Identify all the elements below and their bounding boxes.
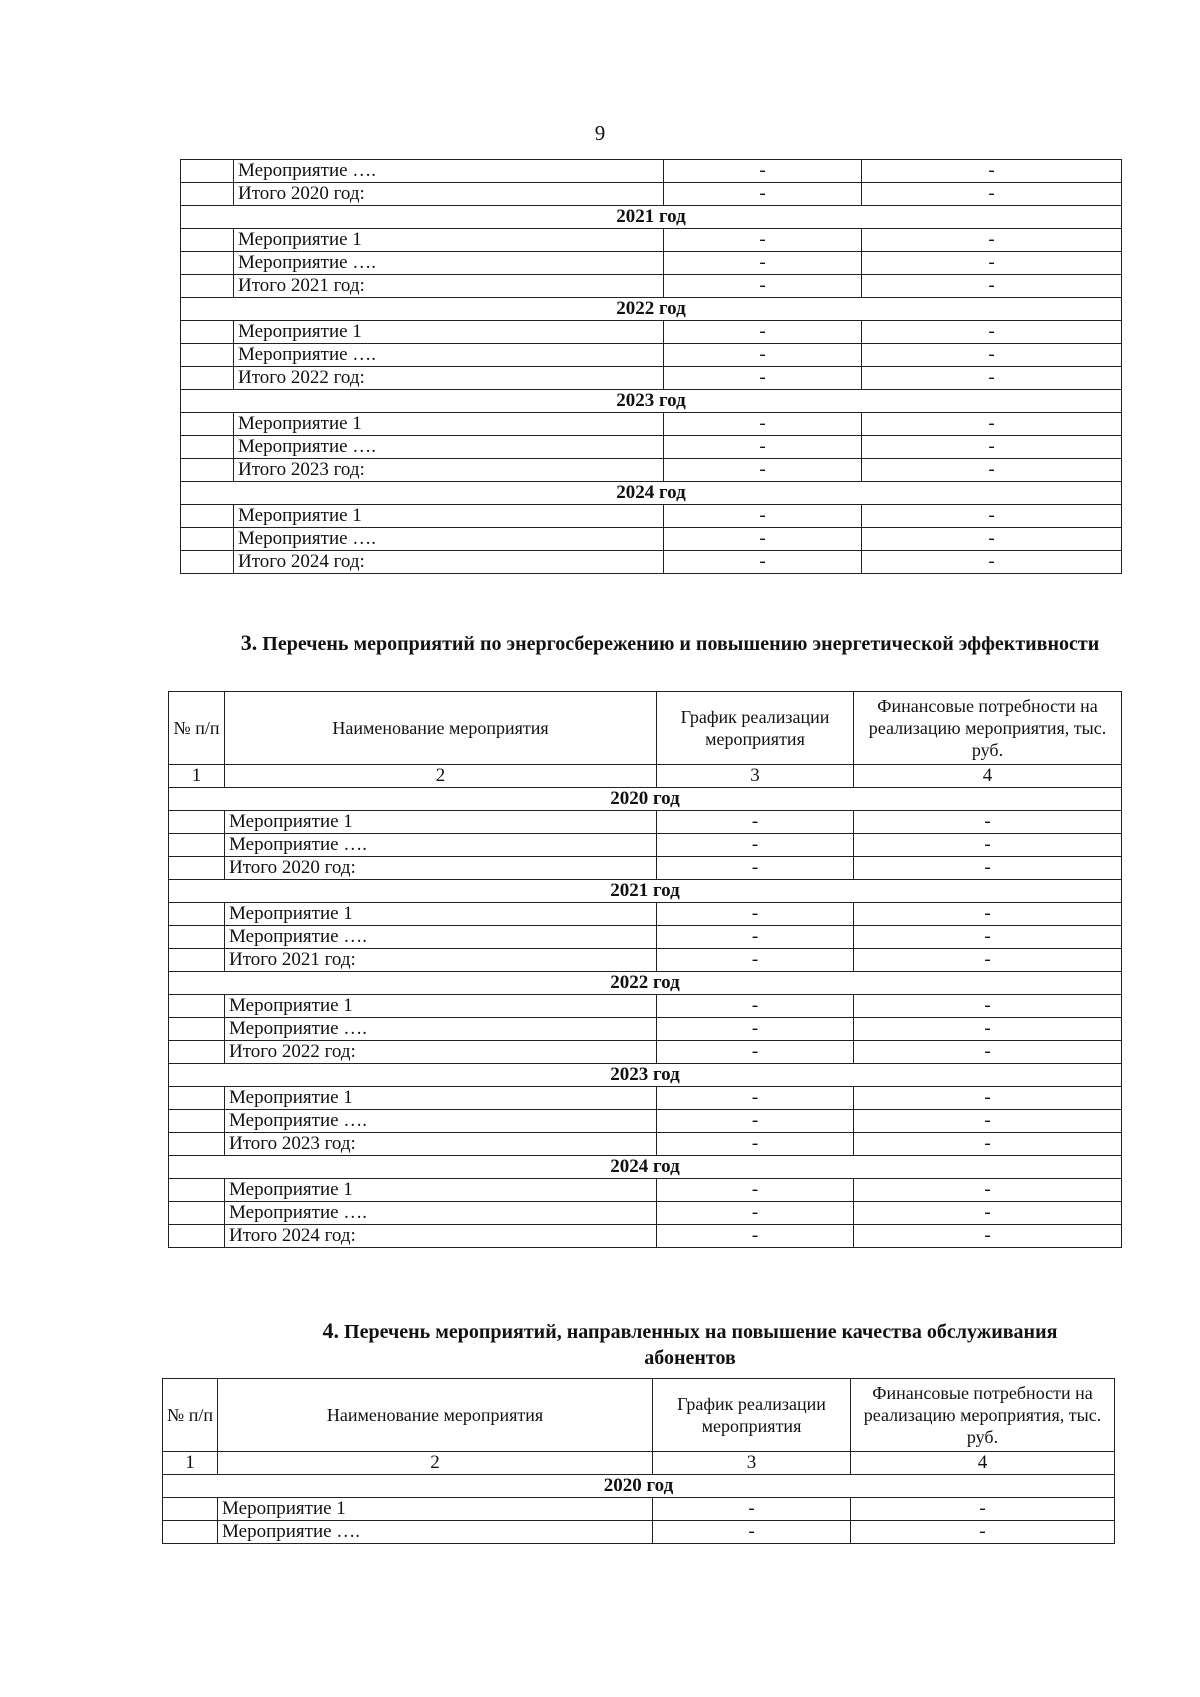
activity-name: Мероприятие …. — [234, 528, 664, 551]
finance-cell: - — [854, 1225, 1122, 1248]
finance-cell: - — [862, 160, 1122, 183]
total-label: Итого 2024 год: — [225, 1225, 657, 1248]
column-number: 1 — [163, 1452, 218, 1475]
schedule-cell: - — [657, 857, 854, 880]
finance-cell: - — [854, 926, 1122, 949]
finance-cell: - — [862, 459, 1122, 482]
schedule-cell: - — [657, 1179, 854, 1202]
column-number: 1 — [169, 765, 225, 788]
year-row — [169, 972, 1122, 995]
row-number-cell — [181, 367, 234, 390]
row-number-cell — [181, 321, 234, 344]
schedule-cell: - — [664, 505, 862, 528]
year-heading: 2022 год — [181, 298, 1122, 321]
activity-name: Мероприятие …. — [225, 1110, 657, 1133]
col-finance-header: Финансовые потребности на реализацию мероприятия, тыс. руб. — [851, 1379, 1115, 1452]
section-3-number: 3. — [240, 630, 258, 655]
finance-cell: - — [854, 903, 1122, 926]
section-4-title-text: Перечень мероприятий, направленных на повышение качества обслуживания абонентов — [344, 1321, 1058, 1369]
activity-name: Мероприятие …. — [225, 926, 657, 949]
total-row — [169, 949, 1122, 972]
schedule-cell: - — [657, 1041, 854, 1064]
finance-cell: - — [862, 505, 1122, 528]
col-schedule-header: График реализации мероприятия — [657, 692, 854, 765]
schedule-cell: - — [664, 183, 862, 206]
row-number-cell — [181, 436, 234, 459]
row-number-cell — [181, 528, 234, 551]
year-row — [169, 880, 1122, 903]
total-label: Итого 2021 год: — [234, 275, 664, 298]
col-schedule-header: График реализации мероприятия — [653, 1379, 851, 1452]
column-numbers-row — [163, 1452, 1115, 1475]
row-number-cell — [181, 160, 234, 183]
row-number-cell — [181, 505, 234, 528]
row-number-cell — [169, 903, 225, 926]
total-label: Итого 2023 год: — [225, 1133, 657, 1156]
row-number-cell — [169, 1179, 225, 1202]
table-row — [169, 926, 1122, 949]
row-number-cell — [169, 926, 225, 949]
finance-cell: - — [854, 949, 1122, 972]
page-number: 9 — [594, 121, 606, 145]
activity-name: Мероприятие 1 — [234, 505, 664, 528]
table-row — [169, 834, 1122, 857]
finance-cell: - — [854, 834, 1122, 857]
schedule-cell: - — [653, 1498, 851, 1521]
year-heading: 2024 год — [169, 1156, 1122, 1179]
year-row — [169, 1064, 1122, 1087]
row-number-cell — [169, 1202, 225, 1225]
year-heading: 2021 год — [181, 206, 1122, 229]
finance-cell: - — [854, 1087, 1122, 1110]
column-number: 2 — [225, 765, 657, 788]
table-row — [169, 903, 1122, 926]
col-number-header: № п/п — [163, 1379, 218, 1452]
row-number-cell — [169, 1225, 225, 1248]
row-number-cell — [181, 275, 234, 298]
section-3-title-text: Перечень мероприятий по энергосбережению и повышению энергетической эффективности — [262, 633, 1100, 655]
row-number-cell — [169, 811, 225, 834]
row-number-cell — [169, 995, 225, 1018]
section-2-table-continued — [180, 159, 1122, 574]
col-name-header: Наименование мероприятия — [218, 1379, 653, 1452]
total-label: Итого 2023 год: — [234, 459, 664, 482]
row-number-cell — [169, 1018, 225, 1041]
section-3-title — [240, 630, 1100, 657]
schedule-cell: - — [657, 1202, 854, 1225]
section-4-title — [300, 1318, 1080, 1371]
finance-cell: - — [862, 275, 1122, 298]
total-label: Итого 2020 год: — [234, 183, 664, 206]
column-number: 4 — [851, 1452, 1115, 1475]
section-4-table — [162, 1378, 1115, 1544]
table-row — [169, 811, 1122, 834]
column-number: 2 — [218, 1452, 653, 1475]
row-number-cell — [163, 1498, 218, 1521]
year-heading: 2024 год — [181, 482, 1122, 505]
schedule-cell: - — [664, 229, 862, 252]
row-number-cell — [169, 949, 225, 972]
schedule-cell: - — [657, 995, 854, 1018]
row-number-cell — [181, 413, 234, 436]
year-heading: 2023 год — [181, 390, 1122, 413]
table-header-row — [163, 1379, 1115, 1452]
schedule-cell: - — [664, 367, 862, 390]
schedule-cell: - — [653, 1521, 851, 1544]
total-row — [169, 1041, 1122, 1064]
total-row — [181, 183, 1122, 206]
row-number-cell — [181, 229, 234, 252]
year-row — [169, 788, 1122, 811]
column-number: 4 — [854, 765, 1122, 788]
total-row — [181, 275, 1122, 298]
total-row — [169, 857, 1122, 880]
row-number-cell — [169, 1041, 225, 1064]
finance-cell: - — [862, 229, 1122, 252]
finance-cell: - — [851, 1498, 1115, 1521]
schedule-cell: - — [664, 321, 862, 344]
activity-name: Мероприятие 1 — [234, 321, 664, 344]
schedule-cell: - — [664, 275, 862, 298]
section-3-table — [168, 691, 1122, 1248]
activity-name: Мероприятие …. — [234, 160, 664, 183]
table-row — [169, 1018, 1122, 1041]
schedule-cell: - — [657, 1110, 854, 1133]
table-row — [181, 344, 1122, 367]
activity-name: Мероприятие …. — [234, 252, 664, 275]
activity-name: Мероприятие 1 — [225, 811, 657, 834]
total-row — [181, 459, 1122, 482]
year-heading: 2023 год — [169, 1064, 1122, 1087]
finance-cell: - — [862, 344, 1122, 367]
finance-cell: - — [854, 1110, 1122, 1133]
table-header-row — [169, 692, 1122, 765]
table-row — [169, 995, 1122, 1018]
activity-name: Мероприятие 1 — [225, 903, 657, 926]
schedule-cell: - — [657, 903, 854, 926]
column-number: 3 — [657, 765, 854, 788]
table-row — [181, 321, 1122, 344]
schedule-cell: - — [664, 459, 862, 482]
table-row — [181, 252, 1122, 275]
total-label: Итого 2022 год: — [234, 367, 664, 390]
year-row — [181, 390, 1122, 413]
finance-cell: - — [862, 183, 1122, 206]
schedule-cell: - — [664, 413, 862, 436]
year-heading: 2021 год — [169, 880, 1122, 903]
schedule-cell: - — [657, 949, 854, 972]
year-row — [181, 298, 1122, 321]
total-row — [181, 367, 1122, 390]
col-finance-header: Финансовые потребности на реализацию мероприятия, тыс. руб. — [854, 692, 1122, 765]
total-label: Итого 2020 год: — [225, 857, 657, 880]
finance-cell: - — [854, 1133, 1122, 1156]
table-row — [181, 505, 1122, 528]
finance-cell: - — [854, 995, 1122, 1018]
schedule-cell: - — [657, 834, 854, 857]
activity-name: Мероприятие …. — [218, 1521, 653, 1544]
schedule-cell: - — [657, 926, 854, 949]
finance-cell: - — [854, 1179, 1122, 1202]
col-name-header: Наименование мероприятия — [225, 692, 657, 765]
total-row — [181, 551, 1122, 574]
activity-name: Мероприятие 1 — [234, 229, 664, 252]
table-row — [181, 229, 1122, 252]
finance-cell: - — [854, 1041, 1122, 1064]
schedule-cell: - — [657, 1225, 854, 1248]
column-number: 3 — [653, 1452, 851, 1475]
total-label: Итого 2021 год: — [225, 949, 657, 972]
schedule-cell: - — [657, 1018, 854, 1041]
finance-cell: - — [862, 413, 1122, 436]
row-number-cell — [181, 183, 234, 206]
table-row — [163, 1498, 1115, 1521]
activity-name: Мероприятие 1 — [234, 413, 664, 436]
row-number-cell — [181, 344, 234, 367]
schedule-cell: - — [664, 551, 862, 574]
activity-name: Мероприятие …. — [234, 436, 664, 459]
activity-name: Мероприятие 1 — [218, 1498, 653, 1521]
schedule-cell: - — [664, 160, 862, 183]
finance-cell: - — [854, 811, 1122, 834]
row-number-cell — [169, 1110, 225, 1133]
row-number-cell — [169, 1087, 225, 1110]
activity-name: Мероприятие 1 — [225, 1179, 657, 1202]
activity-name: Мероприятие …. — [225, 834, 657, 857]
finance-cell: - — [862, 528, 1122, 551]
row-number-cell — [169, 1133, 225, 1156]
schedule-cell: - — [664, 528, 862, 551]
year-heading: 2020 год — [163, 1475, 1115, 1498]
activity-name: Мероприятие 1 — [225, 995, 657, 1018]
year-row — [181, 482, 1122, 505]
total-label: Итого 2024 год: — [234, 551, 664, 574]
finance-cell: - — [862, 321, 1122, 344]
table-row — [169, 1202, 1122, 1225]
table-row — [181, 436, 1122, 459]
total-label: Итого 2022 год: — [225, 1041, 657, 1064]
table-row — [169, 1087, 1122, 1110]
schedule-cell: - — [657, 1133, 854, 1156]
finance-cell: - — [854, 1202, 1122, 1225]
year-heading: 2022 год — [169, 972, 1122, 995]
table-row — [169, 1179, 1122, 1202]
schedule-cell: - — [657, 811, 854, 834]
table-row — [169, 1110, 1122, 1133]
year-heading: 2020 год — [169, 788, 1122, 811]
table-row — [163, 1521, 1115, 1544]
finance-cell: - — [862, 252, 1122, 275]
year-row — [181, 206, 1122, 229]
schedule-cell: - — [657, 1087, 854, 1110]
finance-cell: - — [862, 551, 1122, 574]
finance-cell: - — [854, 857, 1122, 880]
table-row — [181, 413, 1122, 436]
activity-name: Мероприятие …. — [225, 1202, 657, 1225]
row-number-cell — [181, 551, 234, 574]
schedule-cell: - — [664, 344, 862, 367]
finance-cell: - — [854, 1018, 1122, 1041]
table-row — [181, 528, 1122, 551]
col-number-header: № п/п — [169, 692, 225, 765]
column-numbers-row — [169, 765, 1122, 788]
row-number-cell — [163, 1521, 218, 1544]
activity-name: Мероприятие 1 — [225, 1087, 657, 1110]
row-number-cell — [181, 252, 234, 275]
year-row — [163, 1475, 1115, 1498]
total-row — [169, 1225, 1122, 1248]
row-number-cell — [181, 459, 234, 482]
year-row — [169, 1156, 1122, 1179]
schedule-cell: - — [664, 252, 862, 275]
row-number-cell — [169, 834, 225, 857]
activity-name: Мероприятие …. — [225, 1018, 657, 1041]
schedule-cell: - — [664, 436, 862, 459]
finance-cell: - — [862, 436, 1122, 459]
finance-cell: - — [851, 1521, 1115, 1544]
activity-name: Мероприятие …. — [234, 344, 664, 367]
total-row — [169, 1133, 1122, 1156]
section-4-number: 4. — [322, 1318, 340, 1343]
row-number-cell — [169, 857, 225, 880]
finance-cell: - — [862, 367, 1122, 390]
table-row — [181, 160, 1122, 183]
